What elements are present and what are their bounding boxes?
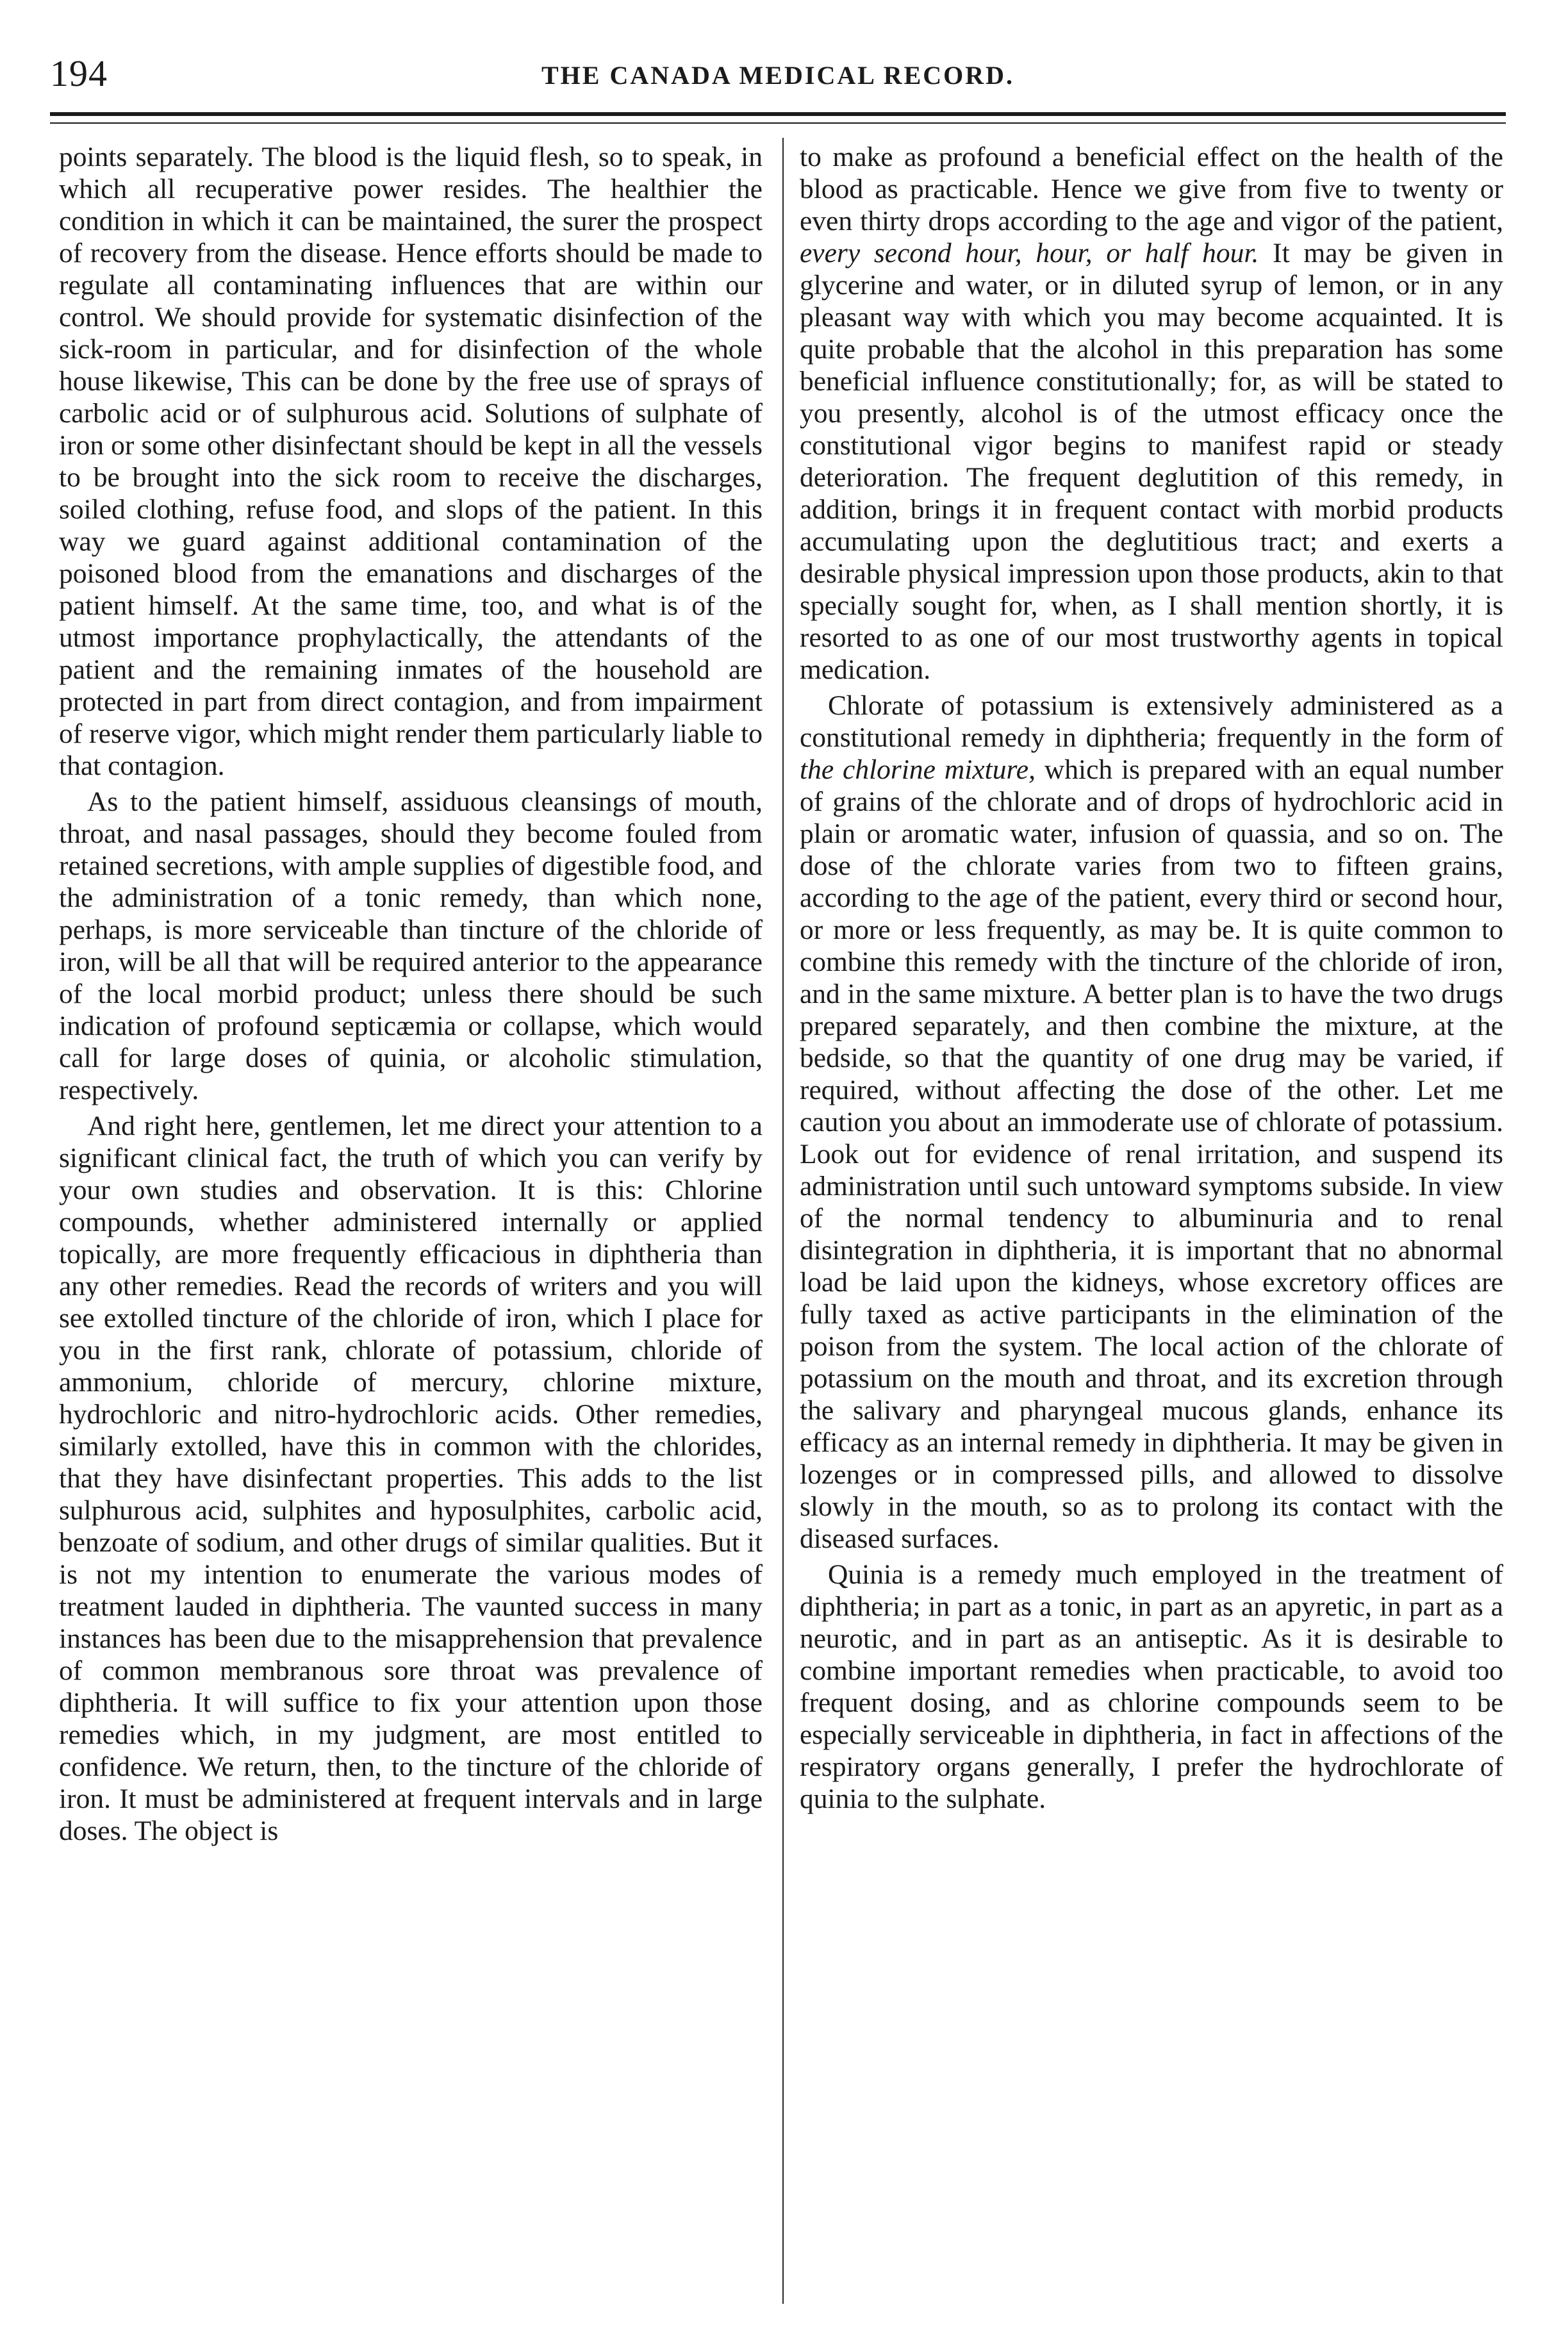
text-run: It may be given in glycerine and water, or in diluted syrup of lemon, or in any pleasant way with which you may become acquainted. It is quite probable that the alcohol in this preparation has some beneficial influence constitutionally; for, as will be stated to you presently, alcohol is of the utmost efficacy once the constitutional vigor begins to manifest rapid or steady deterioration. The frequent deglutition of this remedy, in addition, brings it in frequent contact with morbid products accumulating upon the deglutitious tract; and exerts a desirable physical impression upon those products, akin to that specially sought for, when, as I shall mention shortly, it is resorted to as one of our most trustworthy agents in topical medication. [800,238,1503,685]
running-header [50,48,1506,99]
paragraph [800,690,1503,1555]
paragraph: As to the patient himself, assiduous cleansings of mouth, throat, and nasal passages, should they become fouled from retained secretions, with ample supplies of digestible food, and the administration of a tonic remedy, than which none, perhaps, is more serviceable than tincture of the chloride of iron, will be all that will be required anterior to the appearance of the local morbid product; unless there should be such indication of profound septicæmia or collapse, which would call for large doses of quinia, or alcoholic stimulation, respectively. [59,786,763,1105]
right-column [800,141,1503,2301]
text-run: to make as profound a beneficial effect on the health of the blood as practicable. Hence we give from five to twenty or even thirty drops according to the age and vigor of the patient, [800,142,1503,236]
journal-title: THE CANADA MEDICAL RECORD. [541,61,1015,90]
italic-text: every second hour, hour, or half hour. [800,238,1259,269]
text-run: which is prepared with an equal number of grains of the chlorate and of drops of hydrochloric acid in plain or aromatic water, infusion of quassia, and so on. The dose of the chlorate varies from two to fifteen grains, according to the age of the patient, every third or second hour, or more or less frequently, as may be. It is quite common to combine this remedy with the tincture of the chloride of iron, and in the same mixture. A better plan is to have the two drugs prepared separately, and then combine the mixture, at the bedside, so that the quantity of one drug may be varied, if required, without affecting the dose of the other. Let me caution you about an immoderate use of chlorate of potassium. Look out for evidence of renal irritation, and suspend its administration until such untoward symptoms subside. In view of the normal tendency to albuminuria and to renal disintegration in diphtheria, it is important that no abnormal load be laid upon the kidneys, whose excretory offices are fully taxed as active participants in the elimination of the poison from the system. The local action of the chlorate of potassium on the mouth and throat, and its excretion through the salivary and pharyngeal mucous glands, enhance its efficacy as an internal remedy in diphtheria. It may be given in lozenges or in compressed pills, and allowed to dissolve slowly in the mouth, so as to prolong its contact with the diseased surfaces. [800,754,1503,1554]
paragraph [800,141,1503,686]
page-number: 194 [50,53,108,94]
paragraph: points separately. The blood is the liquid flesh, so to speak, in which all recuperative power resides. The healthier the condition in which it can be maintained, the surer the prospect of recovery from the disease. Hence efforts should be made to regulate all contaminating influences that are within our control. We should provide for systematic disinfection of the sick-room in particular, and for disinfection of the whole house likewise, This can be done by the free use of sprays of carbolic acid or of sulphurous acid. Solutions of sulphate of iron or some other disinfectant should be kept in all the vessels to be brought into the sick room to receive the discharges, soiled clothing, refuse food, and slops of the patient. In this way we guard against additional contamination of the poisoned blood from the emanations and discharges of the patient himself. At the same time, too, and what is of the utmost importance prophylactically, the attendants of the patient and the remaining inmates of the household are protected in part from direct contagion, and from impairment of reserve vigor, which might render them particularly liable to that contagion. [59,142,763,781]
column-divider [782,138,784,2304]
italic-text: the chlorine mixture, [800,754,1036,785]
left-column [59,141,763,2301]
paragraph: And right here, gentlemen, let me direct your attention to a significant clinical fact, the truth of which you can verify by your own studies and observation. It is this: Chlorine compounds, whether administered internally or applied topically, are more frequently efficacious in diphtheria than any other remedies. Read the records of writers and you will see extolled tincture of the chloride of iron, which I place for you in the first rank, chlorate of potassium, chloride of ammonium, chloride of mercury, chlorine mixture, hydrochloric and nitro-hydrochloric acids. Other remedies, similarly extolled, have this in common with the chlorides, that they have disinfectant properties. This adds to the list sulphurous acid, sulphites and hyposulphites, carbolic acid, benzoate of sodium, and other drugs of similar qualities. But it is not my intention to enumerate the various modes of treatment lauded in diphtheria. The vaunted success in many instances has been due to the misapprehension that prevalence of common membranous sore throat was prevalence of diphtheria. It will suffice to fix your attention upon those remedies which, in my judgment, are most entitled to confidence. We return, then, to the tincture of the chloride of iron. It must be administered at frequent intervals and in large doses. The object is [59,1111,763,1846]
header-rule-thin [50,122,1506,124]
paragraph: Quinia is a remedy much employed in the treatment of diphtheria; in part as a tonic, in part as an apyretic, in part as a neurotic, and in part as an antiseptic. As it is desirable to combine important remedies when practicable, to avoid too frequent dosing, and as chlorine compounds seem to be especially serviceable in diphtheria, in fact in affections of the respiratory organs generally, I prefer the hydrochlorate of quinia to the sulphate. [800,1559,1503,1814]
text-run: Chlorate of potassium is extensively administered as a constitutional remedy in diphtheria; frequently in the form of [800,690,1503,753]
header-rule-thick [50,112,1506,116]
